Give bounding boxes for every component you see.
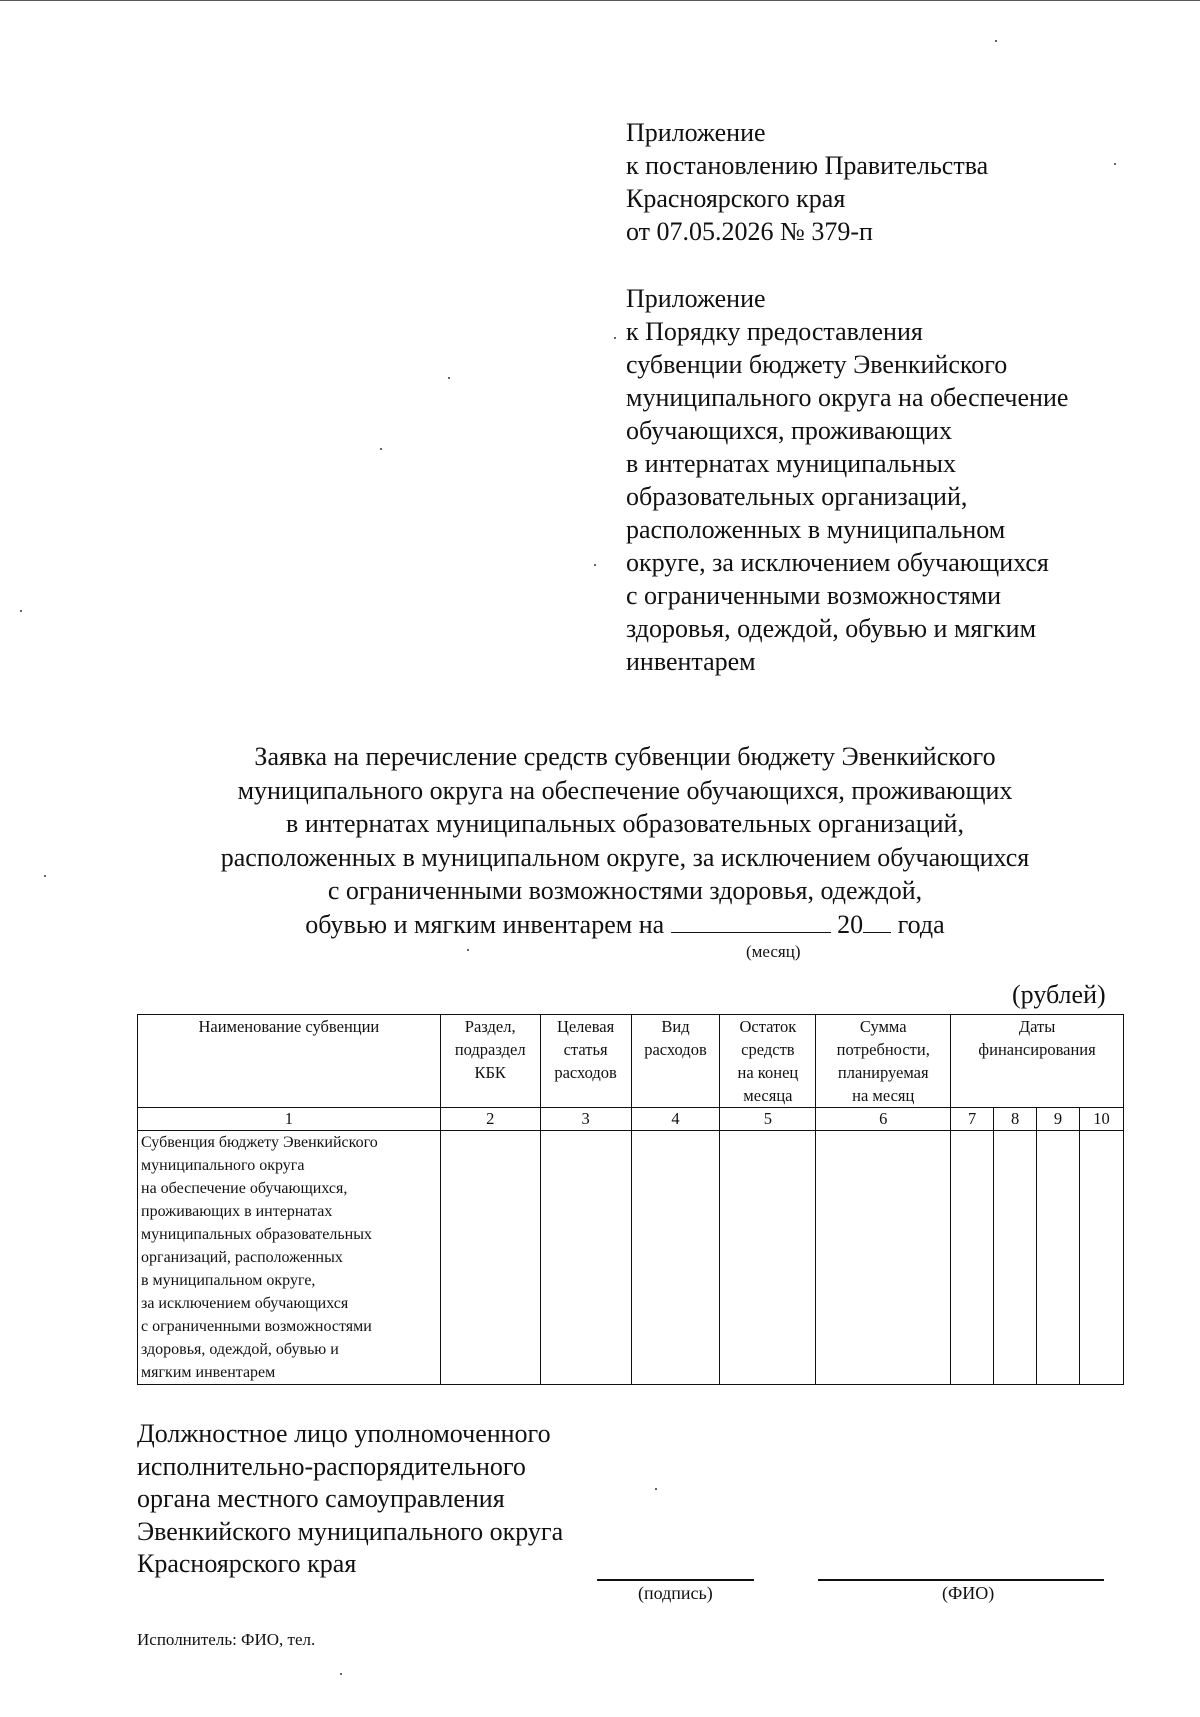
signature-caption: (подпись) — [638, 1583, 713, 1603]
attachment-line: с ограниченными возможностями — [626, 581, 1002, 610]
column-number: 8 — [994, 1108, 1037, 1131]
scan-speck — [655, 1488, 657, 1490]
column-number: 6 — [816, 1108, 951, 1131]
section-kbk-cell[interactable] — [440, 1131, 540, 1385]
attachment-line: расположенных в муниципальном — [626, 515, 1006, 544]
title-line: расположенных в муниципальном округе, за исключением обучающихся — [220, 842, 1030, 872]
attachment-line: Приложение — [626, 118, 766, 147]
fio-caption: (ФИО) — [942, 1583, 995, 1603]
balance-cell[interactable] — [720, 1131, 816, 1385]
column-number: 5 — [720, 1108, 816, 1131]
scan-speck — [20, 610, 22, 612]
attachment-line: субвенции бюджету Эвенкийского — [626, 350, 1008, 379]
table-header-row — [138, 1015, 1124, 1108]
subvention-name-cell: Субвенция бюджету Эвенкийского муниципального округа на обеспечение обучающихся, проживающих в интернатах муниципальных образовательных организаций, расположенных в муниципальном округе, за исключением обучающихся с ограниченными возможностями здоровья, одеждой, обувью и мягким инвентарем — [138, 1131, 441, 1385]
year-blank-field[interactable] — [863, 910, 891, 933]
financing-date-cell[interactable] — [994, 1131, 1037, 1385]
attachment-line: в интернатах муниципальных — [626, 449, 957, 478]
header-target-item: Целевая статья расходов — [540, 1015, 631, 1108]
header-section: Раздел, подраздел КБК — [440, 1015, 540, 1108]
document-title — [130, 740, 1120, 941]
attachment-line: от 07.05.2026 № 379-п — [626, 217, 873, 246]
fio-blank-line[interactable] — [818, 1579, 1104, 1581]
signature-block-line: Должностное лицо уполномоченного — [137, 1419, 551, 1448]
header-name: Наименование субвенции — [138, 1015, 441, 1108]
subvention-request-table — [137, 1014, 1124, 1385]
attachment-line: муниципального округа на обеспечение — [626, 383, 1069, 412]
title-line: с ограниченными возможностями здоровья, одеждой, — [327, 876, 923, 905]
column-number: 10 — [1079, 1108, 1123, 1131]
signature-block-line: органа местного самоуправления — [137, 1484, 505, 1513]
scan-speck — [44, 875, 46, 877]
attachment-line: к Порядку предоставления — [626, 317, 923, 346]
scan-top-edge — [0, 0, 1200, 1]
scan-speck — [467, 949, 469, 951]
title-line: Заявка на перечисление средств субвенции бюджету Эвенкийского — [254, 742, 996, 771]
column-number: 9 — [1037, 1108, 1080, 1131]
header-expense-type: Вид расходов — [631, 1015, 720, 1108]
header-balance: Остаток средств на конец месяца — [720, 1015, 816, 1108]
column-number: 1 — [138, 1108, 441, 1131]
scan-speck — [448, 377, 450, 379]
scan-speck — [594, 564, 596, 566]
financing-date-cell[interactable] — [1037, 1131, 1080, 1385]
executor-note: Исполнитель: ФИО, тел. — [137, 1630, 316, 1649]
official-signature-block — [137, 1418, 563, 1581]
month-caption: (месяц) — [746, 942, 801, 961]
year-prefix: 20 — [837, 909, 864, 939]
title-last-line-prefix: обувью и мягким инвентарем на — [305, 909, 665, 939]
attachment-line: здоровья, одеждой, обувью и мягким — [626, 614, 1037, 643]
column-number: 3 — [540, 1108, 631, 1131]
attachment-line: округе, за исключением обучающихся — [626, 548, 1049, 577]
attachment-procedure-block — [626, 282, 1068, 678]
expense-type-cell[interactable] — [631, 1131, 720, 1385]
attachment-line: обучающихся, проживающих — [626, 416, 952, 445]
scan-speck — [1114, 163, 1116, 165]
target-item-cell[interactable] — [540, 1131, 631, 1385]
header-amount: Сумма потребности, планируемая на месяц — [816, 1015, 951, 1108]
column-number: 7 — [951, 1108, 994, 1131]
column-number: 2 — [440, 1108, 540, 1131]
attachment-resolution-block — [626, 116, 988, 248]
title-last-line — [130, 908, 1120, 942]
signature-block-line: исполнительно-распорядительного — [137, 1451, 526, 1481]
header-financing-dates: Даты финансирования — [951, 1015, 1124, 1108]
column-number: 4 — [631, 1108, 720, 1131]
units-label: (рублей) — [1012, 980, 1106, 1009]
signature-block-line: Эвенкийского муниципального округа — [137, 1516, 564, 1546]
financing-date-cell[interactable] — [951, 1131, 994, 1385]
month-blank-field[interactable] — [671, 910, 831, 933]
signature-block-line: Красноярского края — [137, 1549, 357, 1578]
scan-speck — [380, 448, 382, 450]
title-line: муниципального округа на обеспечение обучающихся, проживающих — [237, 775, 1013, 805]
scan-speck — [614, 337, 616, 339]
attachment-line: Приложение — [626, 284, 766, 313]
column-number-row — [138, 1108, 1124, 1131]
attachment-line: инвентарем — [626, 647, 756, 676]
attachment-line: Красноярского края — [626, 184, 846, 213]
title-line: в интернатах муниципальных образовательных организаций, — [286, 809, 964, 838]
title-last-line-suffix: года — [897, 909, 945, 939]
scan-speck — [995, 40, 997, 42]
table-row — [138, 1131, 1124, 1385]
attachment-line: к постановлению Правительства — [626, 151, 989, 180]
attachment-line: образовательных организаций, — [626, 482, 968, 511]
scan-speck — [340, 1673, 342, 1675]
financing-date-cell[interactable] — [1079, 1131, 1123, 1385]
signature-blank-line[interactable] — [597, 1579, 754, 1581]
amount-cell[interactable] — [816, 1131, 951, 1385]
